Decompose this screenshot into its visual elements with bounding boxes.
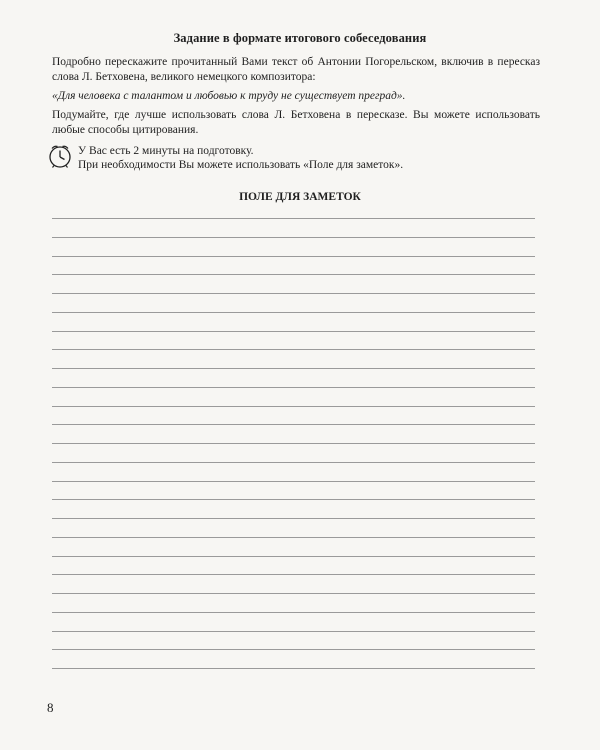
note-line[interactable] bbox=[52, 293, 535, 294]
beethoven-quote: «Для человека с талантом и любовью к труду не существует преград». bbox=[52, 90, 406, 102]
note-line[interactable] bbox=[52, 387, 535, 388]
notes-hint: При необходимости Вы можете использовать «Поле для заметок». bbox=[78, 159, 404, 171]
page-number: 8 bbox=[47, 700, 54, 715]
note-line[interactable] bbox=[52, 424, 535, 425]
note-line[interactable] bbox=[52, 631, 535, 632]
notes-field-title: ПОЛЕ ДЛЯ ЗАМЕТОК bbox=[239, 191, 361, 203]
note-line[interactable] bbox=[52, 556, 535, 557]
time-info bbox=[78, 144, 403, 172]
note-line[interactable] bbox=[52, 462, 535, 463]
note-line[interactable] bbox=[52, 612, 535, 613]
note-line[interactable] bbox=[52, 368, 535, 369]
note-line[interactable] bbox=[52, 256, 535, 257]
preparation-time: У Вас есть 2 минуты на подготовку. bbox=[78, 145, 254, 157]
note-line[interactable] bbox=[52, 312, 535, 313]
note-line[interactable] bbox=[52, 668, 535, 669]
note-line[interactable] bbox=[52, 499, 535, 500]
clock-icon bbox=[47, 143, 73, 169]
note-line[interactable] bbox=[52, 274, 535, 275]
note-line[interactable] bbox=[52, 537, 535, 538]
note-line[interactable] bbox=[52, 481, 535, 482]
note-line[interactable] bbox=[52, 406, 535, 407]
task-hint: Подумайте, где лучше использовать слова Л. Бетховена в пересказе. Вы можете использовать любые способы цитирования. bbox=[52, 109, 540, 136]
task-instruction: Подробно перескажите прочитанный Вами текст об Антонии Погорельском, включив в пересказ слова Л. Бетховена, великого немецкого композитора: bbox=[52, 56, 540, 83]
note-line[interactable] bbox=[52, 349, 535, 350]
note-line[interactable] bbox=[52, 237, 535, 238]
note-line[interactable] bbox=[52, 518, 535, 519]
note-line[interactable] bbox=[52, 574, 535, 575]
note-line[interactable] bbox=[52, 218, 535, 219]
note-line[interactable] bbox=[52, 443, 535, 444]
task-title: Задание в формате итогового собеседования bbox=[173, 31, 427, 45]
note-line[interactable] bbox=[52, 331, 535, 332]
note-line[interactable] bbox=[52, 593, 535, 594]
note-line[interactable] bbox=[52, 649, 535, 650]
